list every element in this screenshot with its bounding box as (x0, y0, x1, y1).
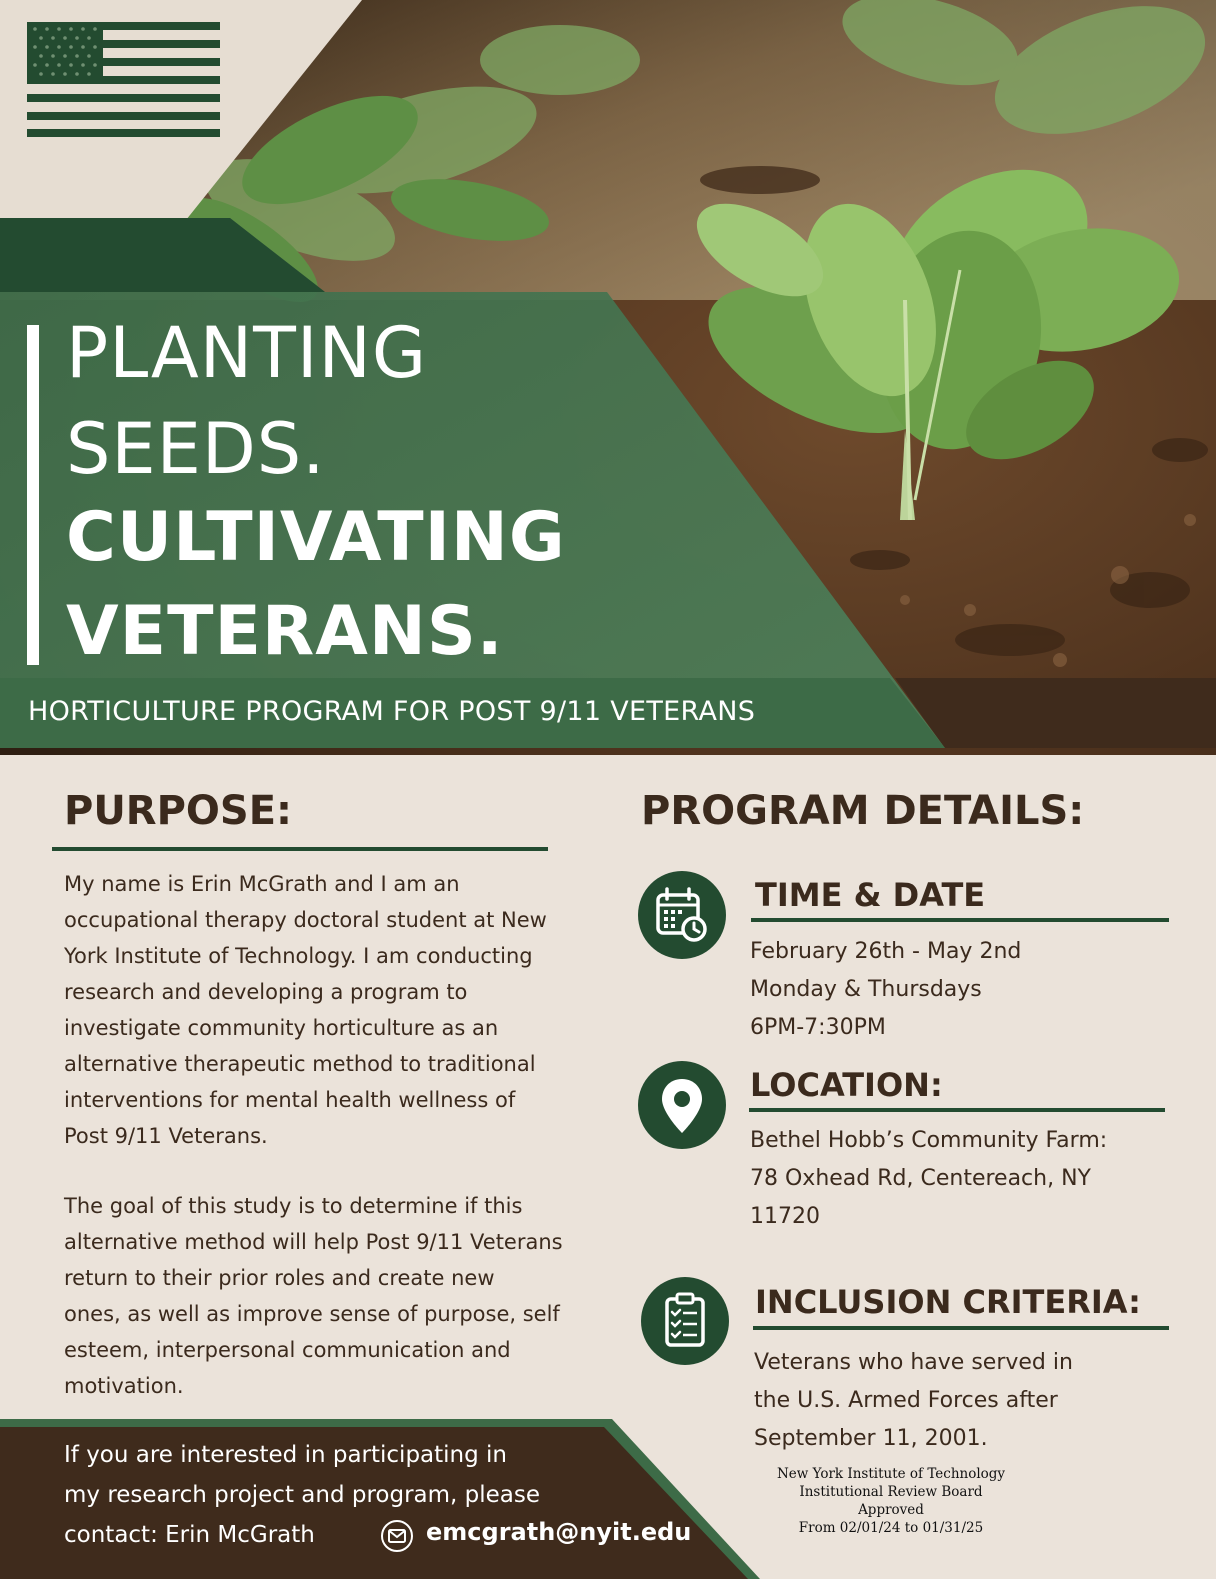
time-date-divider (751, 918, 1169, 922)
title-line-4: VETERANS. (66, 592, 504, 671)
time-date-heading: TIME & DATE (755, 876, 986, 914)
location-divider (749, 1108, 1165, 1112)
purpose-p1-line: Post 9/11 Veterans. (64, 1124, 268, 1148)
calendar-clock-icon (638, 871, 726, 959)
purpose-p1-line: alternative therapeutic method to traditional (64, 1052, 536, 1076)
purpose-p1-line: investigate community horticulture as an (64, 1016, 499, 1040)
program-subtitle: HORTICULTURE PROGRAM FOR POST 9/11 VETERANS (28, 696, 756, 727)
location-heading: LOCATION: (750, 1066, 943, 1104)
purpose-p1-line: research and developing a program to (64, 980, 468, 1004)
envelope-icon (380, 1519, 414, 1553)
purpose-heading: PURPOSE: (64, 788, 293, 834)
location-line: 78 Oxhead Rd, Centereach, NY (750, 1166, 1091, 1191)
irb-line: From 02/01/24 to 01/31/25 (798, 1520, 984, 1536)
program-details-heading: PROGRAM DETAILS: (641, 788, 1085, 834)
title-accent-bar (27, 325, 39, 665)
inclusion-line: Veterans who have served in (754, 1350, 1073, 1375)
location-line: 11720 (750, 1204, 820, 1229)
purpose-paragraph-2 (64, 1188, 594, 1404)
map-pin-icon (638, 1061, 726, 1149)
inclusion-line: the U.S. Armed Forces after (754, 1388, 1058, 1413)
time-date-line: 6PM-7:30PM (750, 1015, 886, 1040)
purpose-p1-line: occupational therapy doctoral student at New (64, 908, 547, 932)
purpose-p2-line: The goal of this study is to determine if this (64, 1194, 523, 1218)
time-date-line: Monday & Thursdays (750, 977, 982, 1002)
inclusion-heading: INCLUSION CRITERIA: (755, 1283, 1141, 1321)
irb-line: Institutional Review Board (799, 1484, 983, 1500)
irb-approval-stamp (760, 1465, 1022, 1537)
irb-line: New York Institute of Technology (776, 1466, 1006, 1482)
purpose-paragraph-1 (64, 866, 594, 1154)
clipboard-checklist-icon (641, 1277, 729, 1365)
contact-line: my research project and program, please (64, 1482, 541, 1508)
contact-line: If you are interested in participating in (64, 1442, 507, 1468)
purpose-p2-line: esteem, interpersonal communication and (64, 1338, 511, 1362)
purpose-p2-line: return to their prior roles and create new (64, 1266, 495, 1290)
irb-line: Approved (858, 1502, 924, 1518)
us-flag-icon (27, 22, 220, 137)
purpose-divider (52, 847, 548, 851)
purpose-p2-line: motivation. (64, 1374, 184, 1398)
purpose-p1-line: My name is Erin McGrath and I am an (64, 872, 460, 896)
contact-line: contact: Erin McGrath (64, 1522, 315, 1548)
inclusion-divider (753, 1326, 1169, 1330)
purpose-p2-line: ones, as well as improve sense of purpose, self (64, 1302, 560, 1326)
title-line-2: SEEDS. (66, 408, 326, 490)
title-line-3: CULTIVATING (66, 498, 566, 577)
time-date-line: February 26th - May 2nd (750, 939, 1022, 964)
location-line: Bethel Hobb’s Community Farm: (750, 1128, 1108, 1153)
contact-email-link[interactable]: emcgrath@nyit.edu (426, 1518, 692, 1546)
inclusion-line: September 11, 2001. (754, 1426, 988, 1451)
purpose-p1-line: York Institute of Technology. I am conducting (64, 944, 533, 968)
title-line-1: PLANTING (66, 312, 428, 394)
purpose-p2-line: alternative method will help Post 9/11 Veterans (64, 1230, 563, 1254)
purpose-p1-line: interventions for mental health wellness of (64, 1088, 516, 1112)
